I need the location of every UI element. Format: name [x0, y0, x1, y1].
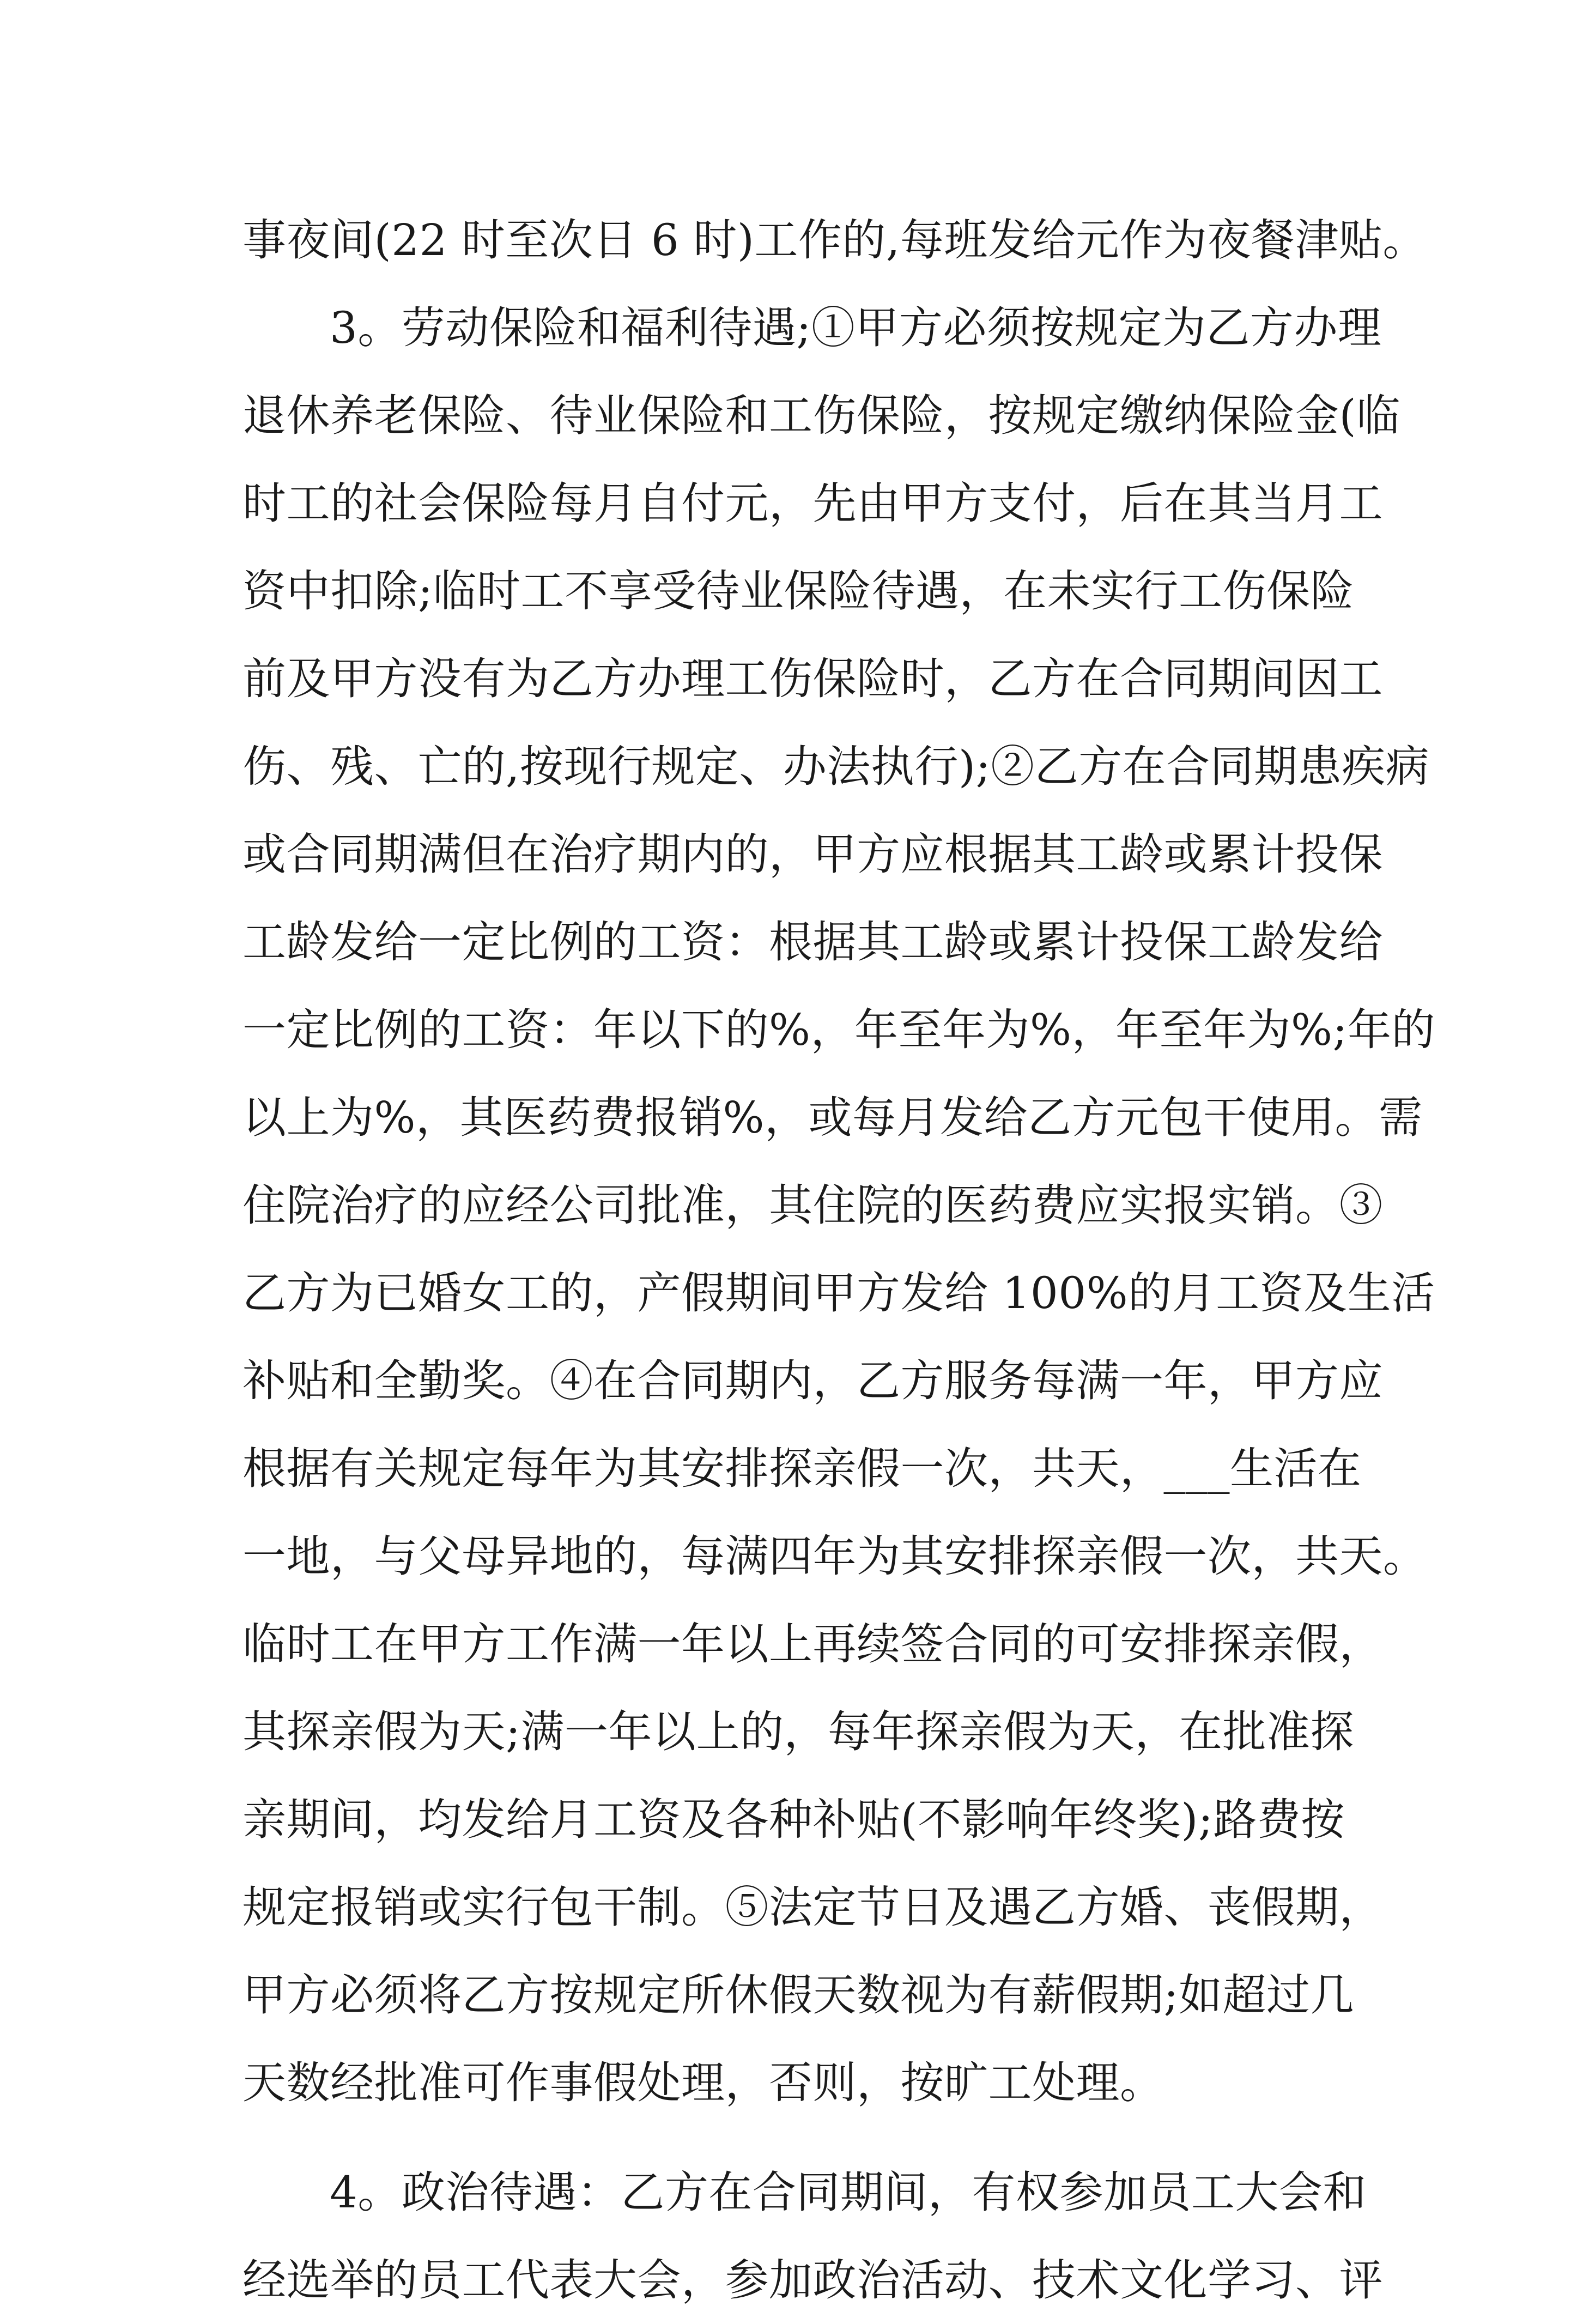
text-line: 补贴和全勤奖。④在合同期内，乙方服务每满一年，甲方应 — [242, 1355, 1383, 1406]
text-line: 前及甲方没有为乙方办理工伤保险时，乙方在合同期间因工 — [242, 653, 1383, 704]
text-line: 一地，与父母异地的，每满四年为其安排探亲假一次，共天。 — [242, 1531, 1427, 1582]
text-line: 退休养老保险、待业保险和工伤保险，按规定缴纳保险金(临 — [242, 390, 1400, 441]
text-line: 乙方为已婚女工的，产假期间甲方发给 100%的月工资及生活 — [242, 1268, 1435, 1318]
text-line: 事夜间(22 时至次日 6 时)工作的,每班发给元作为夜餐津贴。 — [242, 215, 1427, 265]
paragraph-start-line: 3。劳动保险和福利待遇;①甲方必须按规定为乙方办理 — [330, 302, 1382, 353]
text-line: 伤、残、亡的,按现行规定、办法执行);②乙方在合同期患疾病 — [242, 741, 1430, 792]
text-line: 甲方必须将乙方按规定所休假天数视为有薪假期;如超过几 — [242, 1970, 1354, 2020]
text-line: 资中扣除;临时工不享受待业保险待遇，在未实行工伤保险 — [242, 566, 1354, 616]
paragraph-gap — [242, 2127, 1338, 2149]
text-line: 亲期间，均发给月工资及各种补贴(不影响年终奖);路费按 — [242, 1794, 1345, 1845]
text-line: 规定报销或实行包干制。⑤法定节日及遇乙方婚、丧假期， — [242, 1882, 1383, 1933]
text-line: 天数经批准可作事假处理，否则，按旷工处理。 — [242, 2057, 1164, 2108]
text-line: 经选举的员工代表大会，参加政治活动、技术文化学习、评 — [242, 2255, 1383, 2305]
paragraph-start-line: 4。政治待遇：乙方在合同期间，有权参加员工大会和 — [330, 2167, 1367, 2218]
text-line: 其探亲假为天;满一年以上的，每年探亲假为天，在批准探 — [242, 1706, 1354, 1757]
text-line: 根据有关规定每年为其安排探亲假一次，共天，___生活在 — [242, 1443, 1362, 1494]
text-line: 临时工在甲方工作满一年以上再续签合同的可安排探亲假， — [242, 1619, 1383, 1669]
text-line: 一定比例的工资：年以下的%，年至年为%，年至年为%;年的 — [242, 1004, 1435, 1055]
text-line: 住院治疗的应经公司批准，其住院的医药费应实报实销。③ — [242, 1180, 1383, 1231]
document-body — [242, 196, 1435, 2324]
text-line: 以上为%，其医药费报销%，或每月发给乙方元包干使用。需 — [242, 1092, 1423, 1143]
text-line: 工龄发给一定比例的工资：根据其工龄或累计投保工龄发给 — [242, 917, 1383, 967]
text-line: 或合同期满但在治疗期内的，甲方应根据其工龄或累计投保 — [242, 829, 1383, 880]
text-line: 时工的社会保险每月自付元，先由甲方支付，后在其当月工 — [242, 478, 1383, 529]
